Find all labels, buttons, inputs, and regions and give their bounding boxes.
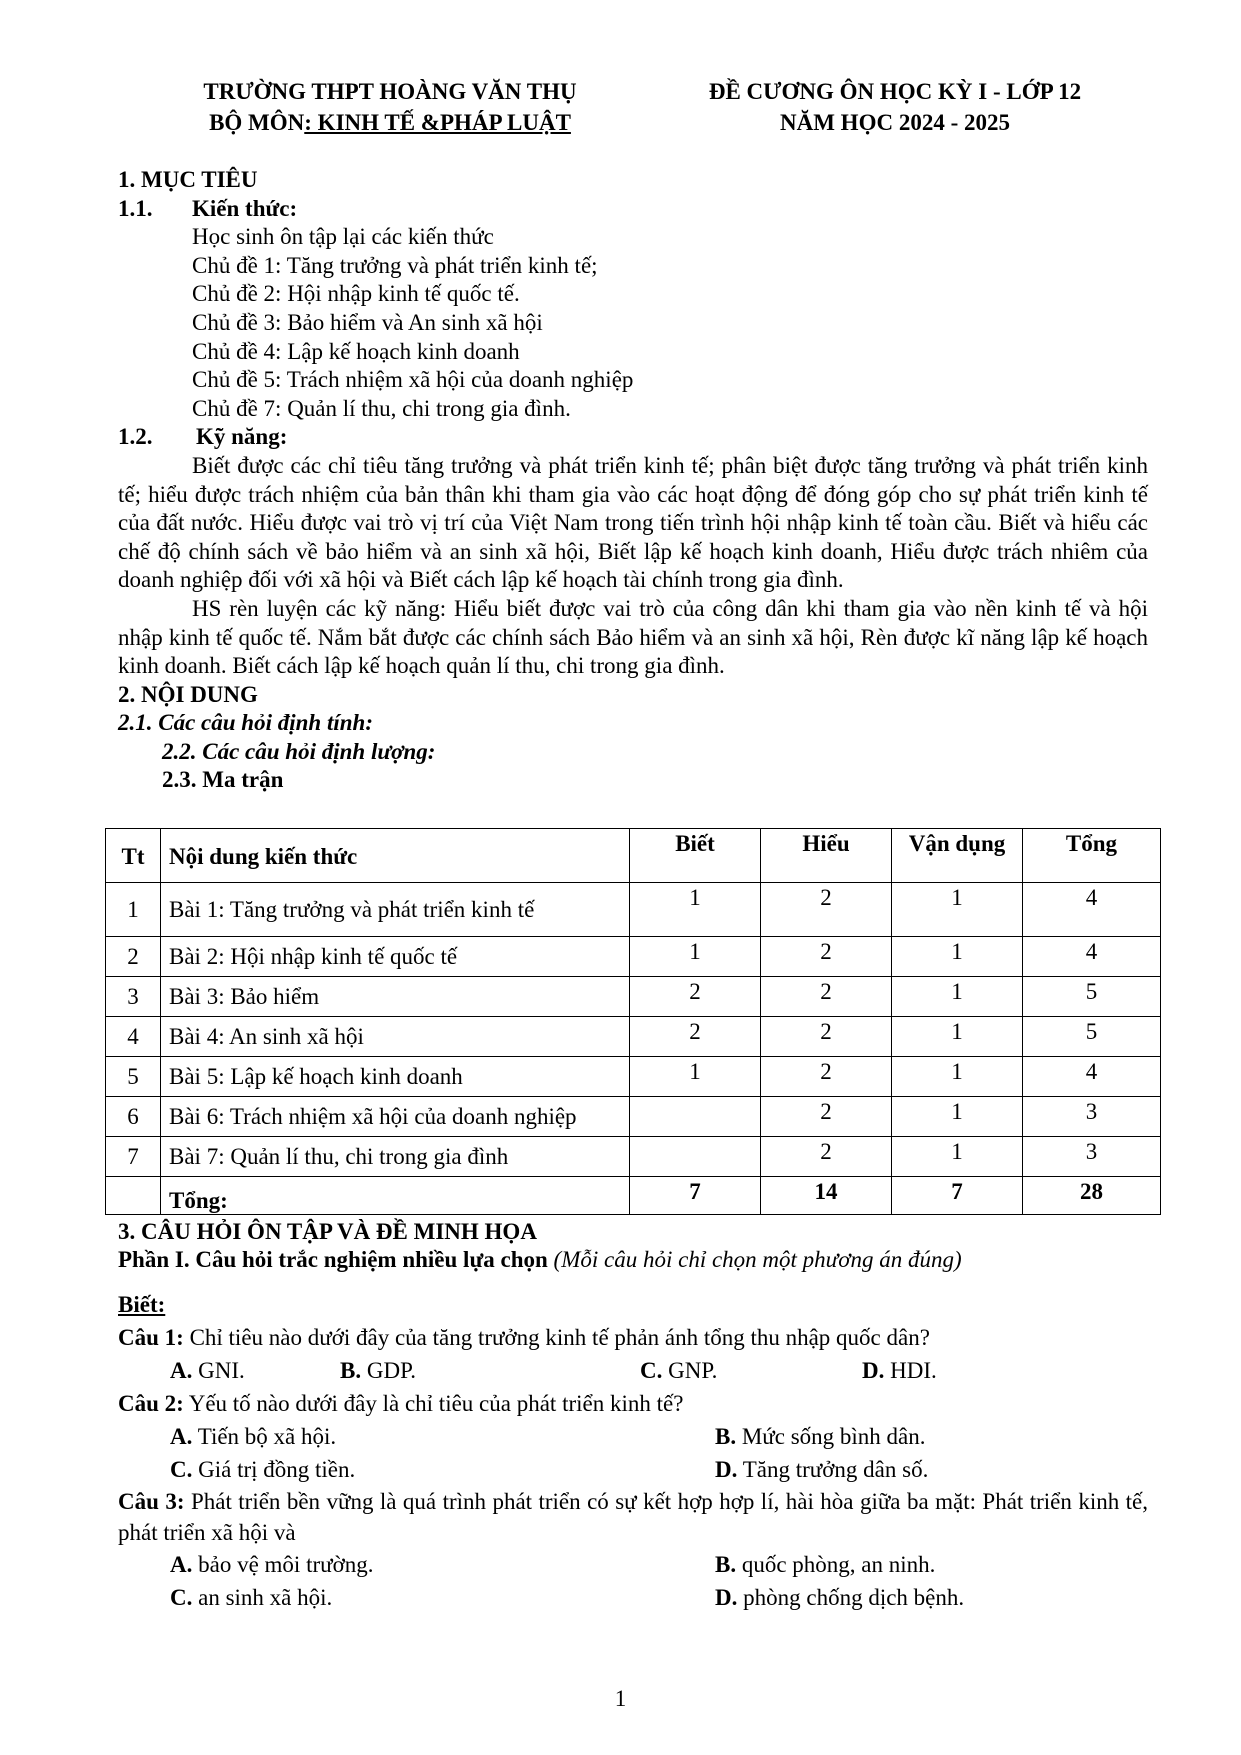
dept-prefix: BỘ MÔN [209, 110, 305, 135]
table-row: 4 Bài 4: An sinh xã hội 2 2 1 5 [106, 1017, 1161, 1057]
col-header-understand: Hiểu [761, 829, 892, 883]
skills-paragraph: HS rèn luyện các kỹ năng: Hiểu biết được vai trò của công dân khi tham gia vào nền kinh tế và hội nhập kinh tế quốc tế. Nắm bắt được các chính sách Bảo hiểm và an sinh xã hội, Rèn được kĩ năng lập kế hoạch kinh doanh. Biết cách lập kế hoạch quản lí thu, chi trong gia đình. [118, 595, 1148, 679]
section2-sub2: 2.2. Các câu hỏi định lượng: [162, 738, 436, 764]
table-row: 7 Bài 7: Quản lí thu, chi trong gia đình 2 1 3 [106, 1137, 1161, 1177]
knowledge-line: Chủ đề 1: Tăng trưởng và phát triển kinh tế; [192, 252, 598, 278]
col-header-total: Tổng [1023, 829, 1161, 883]
question: Câu 3: Phát triển bền vững là quá trình phát triển có sự kết hợp hợp lí, hài hòa giữa ba mặt: Phát triển kinh tế, phát triển xã hội và [118, 1489, 1148, 1545]
option-a: A. bảo vệ môi trường. [170, 1552, 374, 1577]
knowledge-heading: 1.1. Kiến thức: [118, 195, 298, 221]
table-row: 1 Bài 1: Tăng trưởng và phát triển kinh tế 1 2 1 4 [106, 883, 1161, 937]
option-d: D. phòng chống dịch bệnh. [715, 1585, 965, 1610]
table-row: 3 Bài 3: Bảo hiểm 2 2 1 5 [106, 977, 1161, 1017]
knowledge-line: Chủ đề 4: Lập kế hoạch kinh doanh [192, 338, 520, 364]
knowledge-line: Học sinh ôn tập lại các kiến thức [192, 224, 494, 250]
option-a: A. Tiến bộ xã hội. [170, 1424, 337, 1449]
knowledge-line: Chủ đề 2: Hội nhập kinh tế quốc tế. [192, 281, 520, 307]
page-number: 1 [614, 1686, 627, 1711]
skills-heading: 1.2. Kỹ năng: [118, 424, 288, 450]
table-row: 6 Bài 6: Trách nhiệm xã hội của doanh nghiệp 2 1 3 [106, 1097, 1161, 1137]
section2-sub3: 2.3. Ma trận [162, 767, 284, 793]
option-c: C. an sinh xã hội. [170, 1585, 333, 1610]
question: Câu 1: Chỉ tiêu nào dưới đây của tăng trưởng kinh tế phản ánh tổng thu nhập quốc dân? [118, 1325, 930, 1350]
col-header-tt: Tt [106, 829, 161, 883]
option-d: D. Tăng trưởng dân số. [715, 1457, 929, 1482]
question-options [118, 1581, 1148, 1614]
question: Câu 2: Yếu tố nào dưới đây là chỉ tiêu của phát triển kinh tế? [118, 1391, 684, 1416]
section2-sub1: 2.1. Các câu hỏi định tính: [118, 710, 373, 736]
section1-title: 1. MỤC TIÊU [118, 167, 258, 192]
col-header-content: Nội dung kiến thức [161, 829, 630, 883]
option-a: A. GNI. [170, 1358, 245, 1383]
school-year: NĂM HỌC 2024 - 2025 [780, 110, 1010, 135]
knowledge-line: Chủ đề 3: Bảo hiểm và An sinh xã hội [192, 309, 543, 335]
table-header-row [106, 829, 1161, 883]
department [120, 107, 660, 138]
question-options [118, 1548, 1148, 1581]
section3 [118, 1218, 1148, 1614]
part1-heading: Phần I. Câu hỏi trắc nghiệm nhiều lựa chọn (Mỗi câu hỏi chỉ chọn một phương án đúng) [118, 1247, 962, 1272]
total-label: Tổng: [161, 1177, 630, 1215]
knowledge-matrix-table [105, 828, 1161, 1215]
col-header-know: Biết [630, 829, 761, 883]
table-row: 5 Bài 5: Lập kế hoạch kinh doanh 1 2 1 4 [106, 1057, 1161, 1097]
skills-paragraph: Biết được các chỉ tiêu tăng trưởng và phát triển kinh tế; phân biệt được tăng trưởng và phát triển kinh tế; hiểu được trách nhiệm của bản thân khi tham gia vào các hoạt động để đóng góp cho sự phát triển kinh tế của đất nước. Hiểu được vai trò vị trí của Việt Nam trong tiến trình hội nhập kinh tế toàn cầu. Biết và hiểu các chế độ chính sách về bảo hiểm và an sinh xã hội, Biết lập kế hoạch kinh doanh, Hiểu được trách nhiêm của doanh nghiệp đối với xã hội và Biết cách lập kế hoạch tài chính trong gia đình. [118, 452, 1148, 593]
header-left [120, 76, 660, 138]
option-b: B. quốc phòng, an ninh. [715, 1552, 936, 1577]
content-body [118, 166, 1148, 795]
level-heading: Biết: [118, 1292, 166, 1317]
document-title: ĐỀ CƯƠNG ÔN HỌC KỲ I - LỚP 12 [708, 79, 1082, 104]
table-row: 2 Bài 2: Hội nhập kinh tế quốc tế 1 2 1 4 [106, 937, 1161, 977]
school-name: TRƯỜNG THPT HOÀNG VĂN THỤ [203, 79, 577, 104]
knowledge-line: Chủ đề 7: Quản lí thu, chi trong gia đình. [192, 395, 571, 421]
section2-title: 2. NỘI DUNG [118, 681, 258, 707]
table-total-row: Tổng: 7 14 7 28 [106, 1177, 1161, 1215]
section3-title: 3. CÂU HỎI ÔN TẬP VÀ ĐỀ MINH HỌA [118, 1219, 537, 1244]
option-c: C. Giá trị đồng tiền. [170, 1457, 356, 1482]
question-options [118, 1420, 1148, 1453]
header-right [650, 76, 1140, 138]
knowledge-line: Chủ đề 5: Trách nhiệm xã hội của doanh nghiệp [192, 367, 634, 393]
option-d: D. HDI. [862, 1358, 937, 1383]
question-options [118, 1453, 1148, 1486]
option-b: B. Mức sống bình dân. [715, 1424, 926, 1449]
question-options [118, 1354, 1148, 1387]
option-b: B. GDP. [340, 1358, 417, 1383]
dept-name: : KINH TẾ &PHÁP LUẬT [304, 110, 571, 135]
col-header-apply: Vận dụng [892, 829, 1023, 883]
option-c: C. GNP. [640, 1358, 718, 1383]
